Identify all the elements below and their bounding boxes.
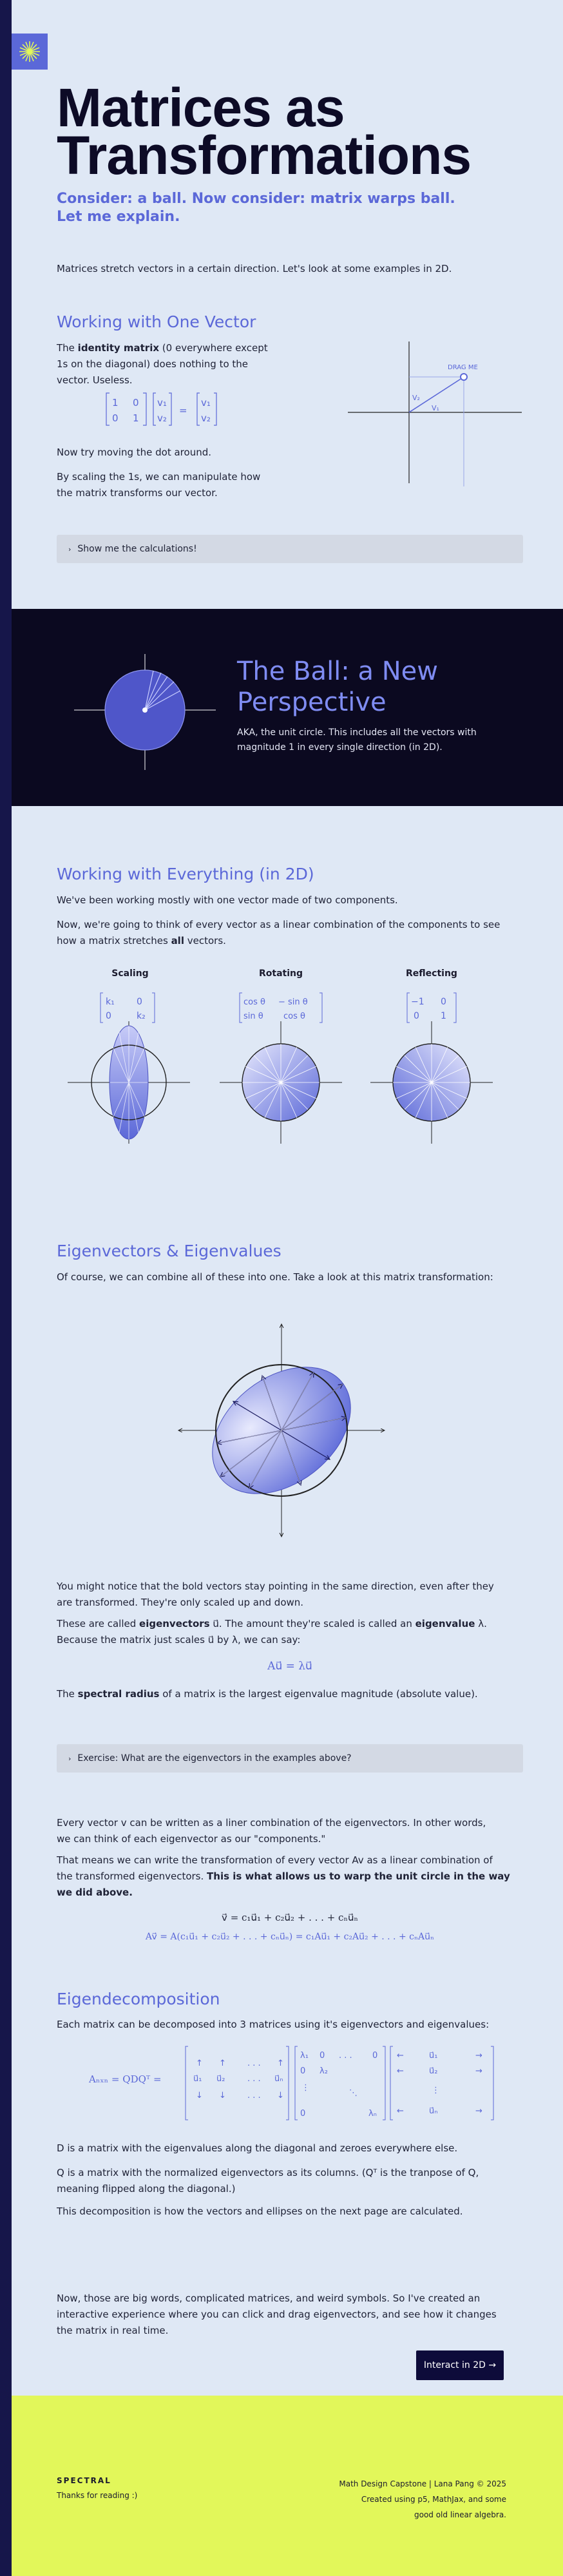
svg-text:−1: −1: [411, 997, 425, 1007]
svg-text:0: 0: [300, 2109, 306, 2119]
everything-p1: We've been working mostly with one vector made of two components.: [57, 894, 398, 906]
decomp-lhs: Aₙₓₙ = QDQᵀ =: [89, 2073, 162, 2085]
footer-thanks: Thanks for reading :): [57, 2491, 138, 2500]
v2-label: V₂: [412, 394, 420, 402]
svg-text:0: 0: [133, 397, 139, 409]
svg-text:→: →: [475, 2066, 482, 2076]
unit-circle-illustration: [71, 651, 219, 773]
everything-p2: Now, we're going to think of every vector as a linear combination of the components to see how a matrix stretches all vectors.: [57, 919, 501, 947]
d-explanation: D is a matrix with the eigenvalues along the diagonal and zeroes everywhere else.: [57, 2142, 458, 2154]
drag-handle[interactable]: [461, 374, 467, 380]
decomp-last: This decomposition is how the vectors and ellipses on the next page are calculated.: [57, 2206, 463, 2217]
intro-text: Matrices stretch vectors in a certain direction. Let's look at some examples in 2D.: [57, 263, 452, 274]
combo-p1: Every vector v can be written as a liner combination of the eigenvectors. In other words, we can think of each eigenvector as our "components.": [57, 1817, 486, 1845]
chevron-right-icon: ›: [68, 1754, 72, 1763]
svg-text:u⃗₂: u⃗₂: [216, 2074, 225, 2084]
side-rail: [0, 0, 12, 2576]
decomp-intro: Each matrix can be decomposed into 3 matrices using it's eigenvectors and eigenvalues:: [57, 2019, 490, 2030]
footer-credits: Math Design Capstone | Lana Pang © 2025 Created using p5, MathJax, and some good old linear algebra.: [339, 2479, 506, 2519]
svg-text:v₁: v₁: [201, 397, 211, 409]
svg-text:→: →: [475, 2051, 482, 2061]
svg-text:u⃗₁: u⃗₁: [429, 2051, 438, 2061]
svg-text:←: ←: [397, 2051, 404, 2061]
svg-text:0: 0: [414, 1011, 419, 1021]
scaling-plot: [64, 1018, 193, 1147]
svg-text:0: 0: [372, 2051, 378, 2061]
interact-2d-button[interactable]: Interact in 2D →: [416, 2350, 504, 2380]
eigen-p2: These are called eigenvectors u⃗. The amount they're scaled is called an eigenvalue λ. Because the matrix just scales u⃗ by λ, we can say:: [57, 1618, 487, 1646]
svg-text:↑: ↑: [196, 2059, 203, 2068]
svg-text:λₙ: λₙ: [368, 2109, 377, 2119]
svg-text:0: 0: [137, 997, 142, 1007]
svg-text:=: =: [179, 405, 187, 416]
svg-text:sin θ: sin θ: [243, 1012, 263, 1021]
svg-text:. . .: . . .: [247, 2091, 261, 2100]
svg-text:0: 0: [300, 2066, 306, 2076]
svg-text:v₂: v₂: [201, 412, 211, 424]
section-heading-decomposition: Eigendecomposition: [57, 1990, 220, 2008]
svg-text:↓: ↓: [219, 2091, 226, 2100]
svg-text:⋮: ⋮: [432, 2086, 440, 2095]
identity-equation: [103, 387, 258, 432]
col-scaling: Scaling: [111, 968, 149, 979]
combo-equation-2: Av⃗ = A(c₁u⃗₁ + c₂u⃗₂ + . . . + cₙu⃗ₙ) = c₁Au⃗₁ + c₂Au⃗₂ + . . . + cₙAu⃗ₙ: [145, 1932, 435, 1942]
svg-text:. . .: . . .: [247, 2074, 261, 2084]
show-calculations-toggle[interactable]: [57, 535, 523, 563]
svg-text:0: 0: [112, 412, 119, 424]
svg-text:0: 0: [106, 1011, 111, 1021]
tagline: Consider: a ball. Now consider: matrix warps ball. Let me explain.: [57, 191, 455, 225]
spectral-logo[interactable]: [12, 34, 48, 70]
svg-text:u⃗ₙ: u⃗ₙ: [274, 2074, 283, 2084]
v1-label: V₁: [432, 404, 439, 412]
eigen-p1: You might notice that the bold vectors stay pointing in the same direction, even after they are transformed. They're only scaled up and down.: [57, 1581, 494, 1608]
col-reflecting: Reflecting: [406, 968, 457, 979]
combo-p2: That means we can write the transformation of every vector Av as a linear combination of the transformed eigenvectors. This is what allows us to warp the unit circle in the way we did above.: [57, 1854, 510, 1898]
scaling-paragraph: By scaling the 1s, we can manipulate how the matrix transforms our vector.: [57, 471, 261, 499]
decomp-matrices: [183, 2041, 518, 2125]
svg-text:0: 0: [320, 2051, 325, 2061]
footer-brand[interactable]: SPECTRAL: [57, 2476, 111, 2485]
svg-text:1: 1: [441, 1011, 446, 1021]
reflecting-plot: [367, 1018, 496, 1147]
svg-text:0: 0: [441, 997, 446, 1007]
svg-text:←: ←: [397, 2066, 404, 2076]
drag-label: DRAG ME: [448, 364, 478, 371]
svg-text:1: 1: [112, 397, 119, 409]
identity-paragraph: The identity matrix (0 everywhere except 1s on the diagonal) does nothing to the vector. Useless.: [57, 342, 268, 386]
svg-text:↑: ↑: [277, 2059, 284, 2068]
svg-text:⋮: ⋮: [301, 2083, 310, 2093]
svg-text:. . .: . . .: [339, 2051, 352, 2061]
svg-text:− sin θ: − sin θ: [278, 997, 308, 1007]
section-heading-eigen: Eigenvectors & Eigenvalues: [57, 1242, 282, 1260]
page-title: Matrices as Transformations: [57, 77, 472, 186]
svg-text:↓: ↓: [277, 2091, 284, 2100]
svg-text:u⃗ₙ: u⃗ₙ: [429, 2106, 438, 2116]
svg-text:v₂: v₂: [157, 412, 167, 424]
eigen-equation: Au⃗ = λu⃗: [267, 1660, 312, 1673]
svg-text:. . .: . . .: [247, 2059, 261, 2068]
svg-text:λ₁: λ₁: [300, 2051, 309, 2061]
svg-text:cos θ: cos θ: [283, 1012, 305, 1021]
q-explanation: Q is a matrix with the normalized eigenvectors as its columns. (Qᵀ is the tranpose of Q, meaning flipped along the diagonal.): [57, 2167, 479, 2195]
svg-text:u⃗₁: u⃗₁: [193, 2074, 202, 2084]
svg-text:↑: ↑: [219, 2059, 226, 2068]
try-moving-text: Now try moving the dot around.: [57, 447, 211, 458]
starburst-icon: [17, 39, 43, 64]
eigen-transformation-plot: [175, 1321, 388, 1540]
svg-text:k₁: k₁: [106, 997, 115, 1007]
section-heading-one-vector: Working with One Vector: [57, 312, 256, 331]
col-rotating: Rotating: [258, 968, 303, 979]
svg-text:cos θ: cos θ: [243, 997, 265, 1007]
svg-text:v₁: v₁: [157, 397, 167, 409]
svg-text:↓: ↓: [196, 2091, 203, 2100]
svg-text:←: ←: [397, 2106, 404, 2116]
svg-text:→: →: [475, 2106, 482, 2116]
details-label: Exercise: What are the eigenvectors in the examples above?: [77, 1753, 352, 1764]
combo-equation-1: v⃗ = c₁u⃗₁ + c₂u⃗₂ + . . . + cₙu⃗ₙ: [222, 1912, 358, 1923]
rotating-plot: [216, 1018, 345, 1147]
ball-title: The Ball: a New Perspective: [237, 657, 438, 717]
exercise-toggle[interactable]: [57, 1744, 523, 1773]
svg-text:1: 1: [133, 412, 139, 424]
chevron-right-icon: ›: [68, 544, 72, 553]
eigen-intro: Of course, we can combine all of these into one. Take a look at this matrix transformation:: [57, 1271, 493, 1283]
svg-text:⋱: ⋱: [349, 2088, 358, 2098]
svg-text:k₂: k₂: [137, 1011, 146, 1021]
vector-drag-plot[interactable]: [335, 338, 528, 486]
spectral-radius-text: The spectral radius of a matrix is the largest eigenvalue magnitude (absolute value).: [57, 1688, 478, 1700]
details-label: Show me the calculations!: [77, 544, 197, 554]
ball-description: AKA, the unit circle. This includes all the vectors with magnitude 1 in every single direction (in 2D).: [237, 727, 477, 753]
section-heading-everything: Working with Everything (in 2D): [57, 865, 314, 883]
svg-text:u⃗₂: u⃗₂: [429, 2066, 438, 2076]
svg-text:λ₂: λ₂: [320, 2066, 328, 2076]
outro-text: Now, those are big words, complicated matrices, and weird symbols. So I've created an interactive experience where you can click and drag eigenvectors, and see how it changes the matrix in real time.: [57, 2292, 497, 2336]
